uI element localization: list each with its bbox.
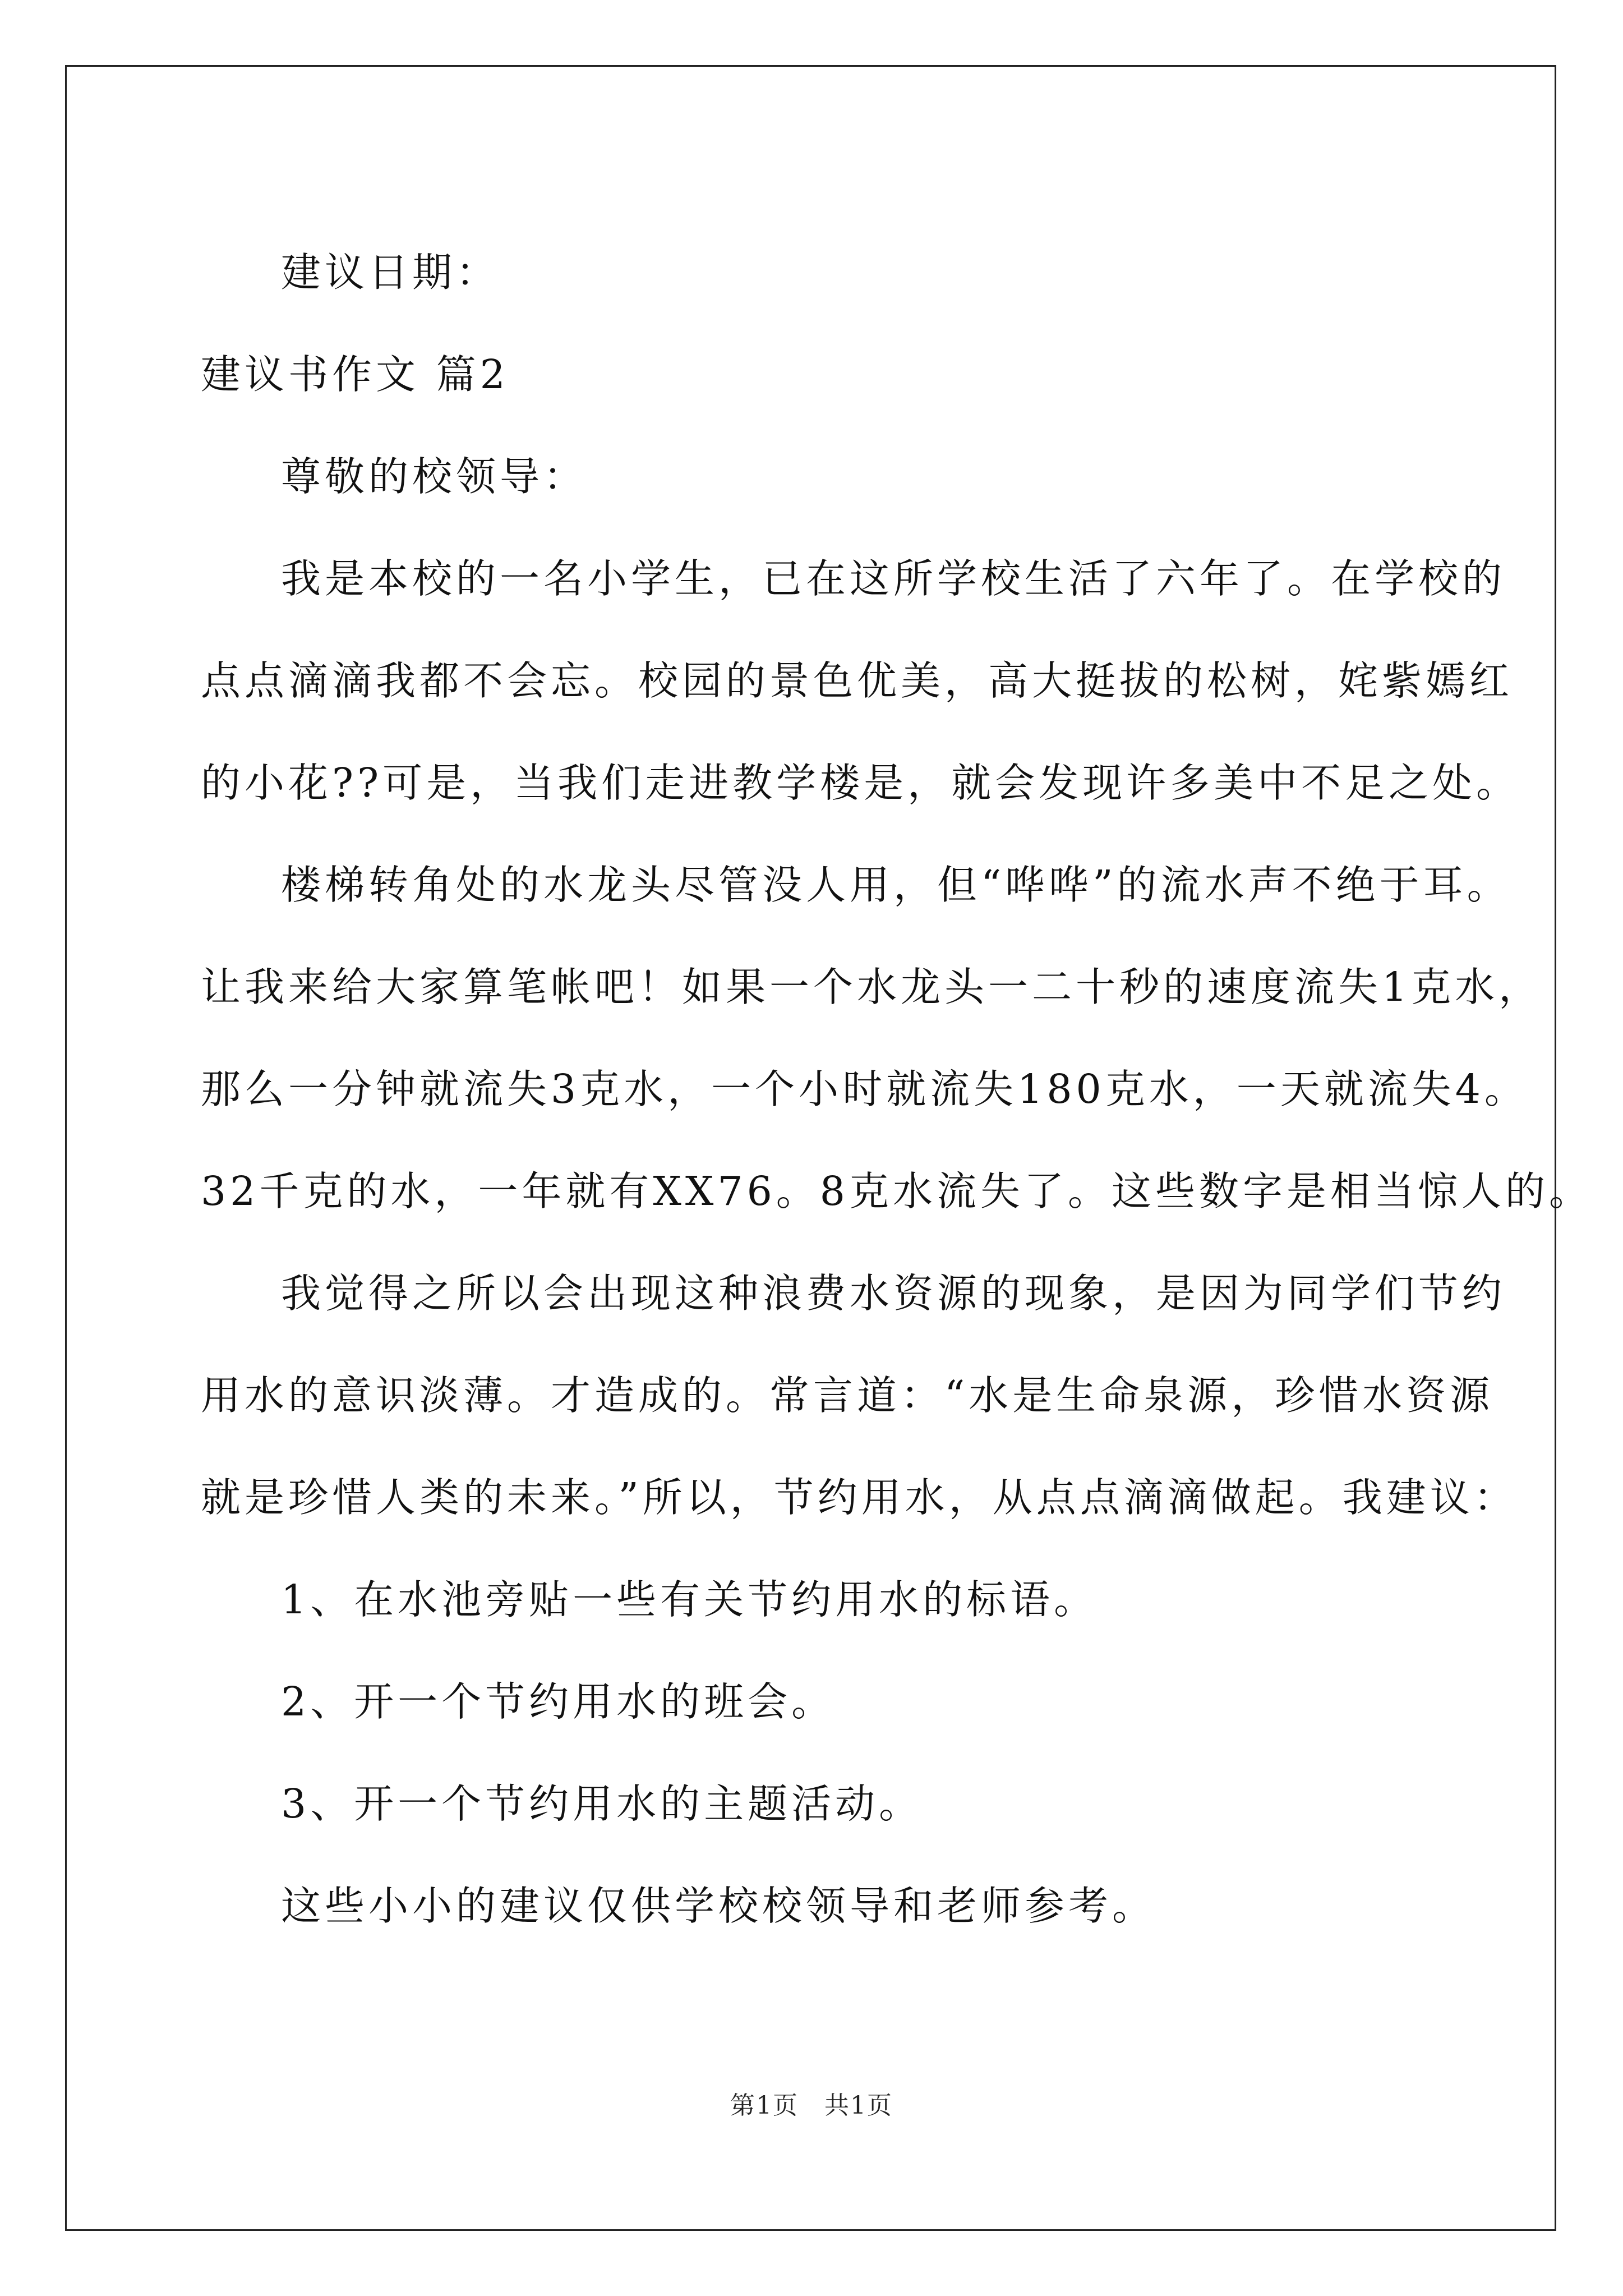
page-footer: 第1页 共1页 [730,2091,893,2120]
text-line: 建议日期： [281,249,500,296]
text-line: 让我来给大家算笔帐吧！如果一个水龙头一二十秒的速度流失1克水， [201,964,1543,1010]
text-line: 用水的意识淡薄。才造成的。常言道：“水是生命泉源，珍惜水资源 [201,1372,1494,1419]
document-body [201,222,1593,1957]
text-line: 点点滴滴我都不会忘。校园的景色优美，高大挺拔的松树，姹紫嫣红 [201,657,1514,704]
text-line: 那么一分钟就流失3克水，一个小时就流失180克水，一天就流失4。 [201,1066,1528,1112]
text-line: 我是本校的一名小学生，已在这所学校生活了六年了。在学校的 [281,555,1506,602]
text-line: 的小花??可是，当我们走进教学楼是，就会发现许多美中不足之处。 [201,760,1520,806]
text-line: 尊敬的校领导： [281,453,588,500]
text-line: 1、在水池旁贴一些有关节约用水的标语。 [281,1576,1098,1623]
text-line: 楼梯转角处的水龙头尽管没人用，但“哗哗”的流水声不绝于耳。 [281,862,1511,908]
text-line: 我觉得之所以会出现这种浪费水资源的现象，是因为同学们节约 [281,1270,1506,1317]
text-line: 3、开一个节约用水的主题活动。 [281,1780,923,1827]
text-line: 建议书作文 篇2 [201,351,509,398]
text-line: 2、开一个节约用水的班会。 [281,1678,836,1725]
text-line: 就是珍惜人类的未来。”所以，节约用水，从点点滴滴做起。我建议： [201,1474,1518,1521]
text-line: 这些小小的建议仅供学校校领导和老师参考。 [281,1883,1156,1929]
text-line: 32千克的水，一年就有XX76。8克水流失了。这些数字是相当惊人的。 [201,1168,1593,1214]
